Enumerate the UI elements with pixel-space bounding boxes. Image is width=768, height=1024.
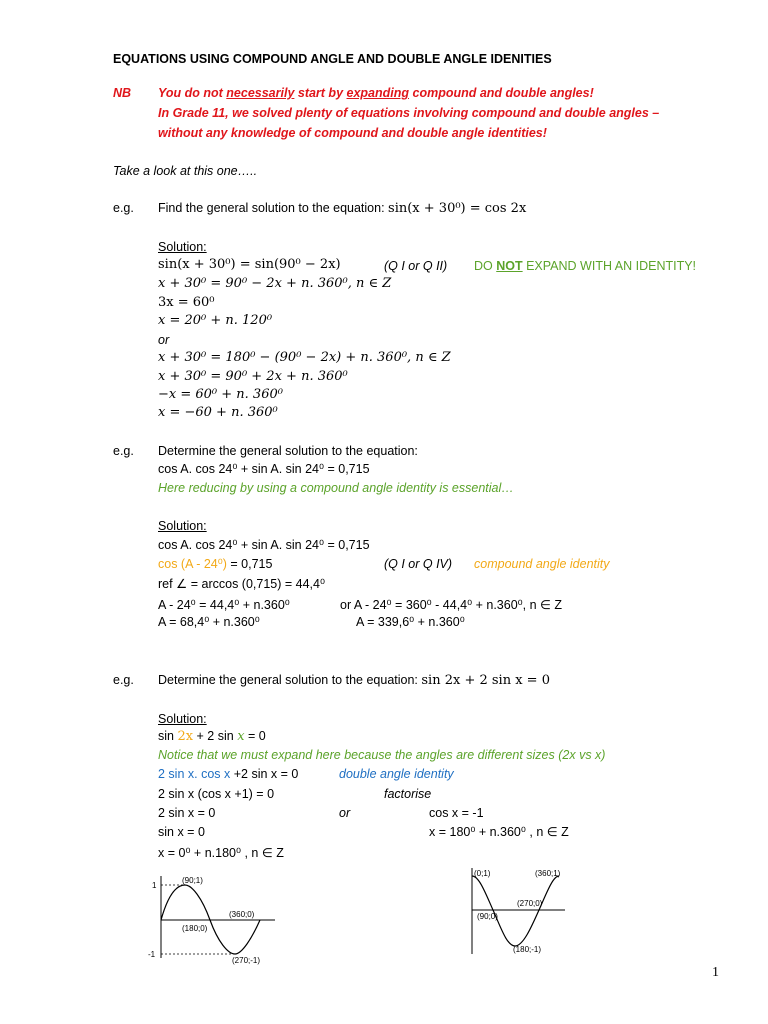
eg3-line-3: 2 sin x (cos x +1) = 0 (158, 787, 275, 801)
eg2-line-1: cos A. cos 24⁰ + sin A. sin 24⁰ = 0,715 (158, 538, 370, 552)
eg1-line-6: x + 30⁰ = 90⁰ + 2x + n. 360⁰ (158, 369, 348, 384)
nb-line-3: without any knowledge of compound and double angle identities! (158, 126, 547, 140)
cos-label-270: (270;0) (517, 899, 543, 908)
page-title: EQUATIONS USING COMPOUND ANGLE AND DOUBLE ANGLE IDENITIES (113, 52, 552, 66)
eg3-solution-label: Solution: (158, 712, 207, 726)
page-number: 1 (712, 965, 719, 980)
eg3-line-1-e: = 0 (244, 729, 266, 743)
eg3-line-1-c: + 2 sin (193, 729, 238, 743)
eg3-factorise-note: factorise (384, 787, 432, 801)
eg1-line-2: x + 30⁰ = 90⁰ − 2x + n. 360⁰, n ∈ Z (158, 276, 392, 291)
eg2-line-2-b: = 0,715 (226, 557, 273, 571)
eg3-line-5-left: sin x = 0 (158, 825, 205, 839)
eg3-line-1-a: sin (158, 729, 178, 743)
nb-line-1 (158, 85, 594, 101)
nb-line-1-c: start by (294, 86, 347, 100)
eg1-line-3: 3x = 60⁰ (158, 295, 215, 310)
cos-label-180: (180;-1) (513, 945, 542, 954)
eg3-label: e.g. (113, 673, 134, 687)
eg1-note-a: DO (474, 259, 497, 273)
eg2-line-4-right: or A - 24⁰ = 360⁰ - 44,4⁰ + n.360⁰, n ∈ Z (340, 598, 563, 612)
eg3-question-text: Determine the general solution to the equation: (158, 673, 422, 687)
eg3-question (158, 672, 550, 689)
eg1-label: e.g. (113, 201, 134, 215)
eg3-line-1 (158, 728, 266, 745)
eg2-line-5-left: A = 68,4⁰ + n.360⁰ (158, 615, 260, 629)
eg2-quadrant: (Q I or Q IV) (384, 557, 453, 571)
cos-label-90: (90;0) (477, 912, 498, 921)
eg2-line-2 (158, 556, 272, 572)
eg3-line-4-right: cos x = -1 (429, 806, 484, 820)
sine-graph (140, 868, 290, 968)
cos-label-0: (0;1) (474, 869, 491, 878)
nb-line-1-d: expanding (346, 86, 410, 100)
sine-label-90: (90;1) (182, 876, 203, 885)
eg3-line-1-d: x (237, 729, 245, 744)
eg3-identity-note: double angle identity (339, 767, 454, 781)
eg3-or: or (339, 806, 351, 820)
eg3-line-2-a: 2 sin x. cos x (158, 767, 231, 781)
eg1-question-text: Find the general solution to the equation: (158, 201, 389, 215)
sine-y-top: 1 (152, 881, 157, 890)
eg1-note-b: NOT (496, 259, 523, 273)
cos-label-360: (360;1) (535, 869, 561, 878)
intro-text: Take a look at this one….. (113, 164, 258, 178)
cos-curve (472, 876, 559, 946)
eg1-line-1: sin(x + 30⁰) = sin(90⁰ − 2x) (158, 257, 341, 272)
eg2-solution-label: Solution: (158, 519, 207, 533)
nb-line-1-a: You do not (158, 86, 227, 100)
eg1-question-math: sin(x + 30⁰) = cos 2x (388, 201, 527, 216)
eg2-equation: cos A. cos 24⁰ + sin A. sin 24⁰ = 0,715 (158, 462, 370, 476)
eg1-note (474, 258, 696, 274)
eg2-line-2-a: cos (A - 24⁰) (158, 557, 227, 571)
nb-line-1-e: compound and double angles! (409, 86, 594, 100)
nb-label: NB (113, 86, 132, 100)
eg3-line-2 (158, 766, 298, 782)
eg1-or: or (158, 333, 170, 347)
eg3-line-4-left: 2 sin x = 0 (158, 806, 216, 820)
nb-line-1-b: necessarily (226, 86, 295, 100)
nb-line-2: In Grade 11, we solved plenty of equations involving compound and double angles – (158, 106, 660, 120)
eg3-line-1-b: 2x (177, 729, 194, 744)
eg1-quadrant: (Q I or Q II) (384, 259, 448, 273)
sine-y-bottom: -1 (148, 950, 156, 959)
sine-label-180: (180;0) (182, 924, 208, 933)
eg2-note: Here reducing by using a compound angle identity is essential… (158, 481, 514, 495)
eg1-question (158, 200, 526, 217)
eg2-question: Determine the general solution to the equation: (158, 444, 418, 458)
eg2-line-3: ref ∠ = arccos (0,715) = 44,4⁰ (158, 577, 325, 591)
eg1-line-7: −x = 60⁰ + n. 360⁰ (158, 387, 283, 402)
eg1-note-c: EXPAND WITH AN IDENTITY! (522, 259, 697, 273)
eg1-line-8: x = −60 + n. 360⁰ (158, 405, 278, 420)
eg3-line-2-b: +2 sin x = 0 (230, 767, 299, 781)
eg3-line-5-right: x = 180⁰ + n.360⁰ , n ∈ Z (429, 825, 569, 839)
cosine-graph (455, 862, 580, 962)
eg1-line-5: x + 30⁰ = 180⁰ − (90⁰ − 2x) + n. 360⁰, n ∈ Z (158, 350, 451, 365)
eg3-question-math: sin 2x + 2 sin x = 0 (421, 673, 550, 688)
sine-label-270: (270;-1) (232, 956, 261, 965)
eg3-line-6: x = 0⁰ + n.180⁰ , n ∈ Z (158, 846, 284, 860)
eg3-note: Notice that we must expand here because the angles are different sizes (2x vs x) (158, 748, 606, 762)
eg2-line-4-left: A - 24⁰ = 44,4⁰ + n.360⁰ (158, 598, 290, 612)
eg2-label: e.g. (113, 444, 134, 458)
sine-label-360: (360;0) (229, 910, 255, 919)
eg2-line-5-right: A = 339,6⁰ + n.360⁰ (356, 615, 465, 629)
eg2-identity-note: compound angle identity (474, 557, 610, 571)
eg1-solution-label: Solution: (158, 240, 207, 254)
eg1-line-4: x = 20⁰ + n. 120⁰ (158, 313, 273, 328)
